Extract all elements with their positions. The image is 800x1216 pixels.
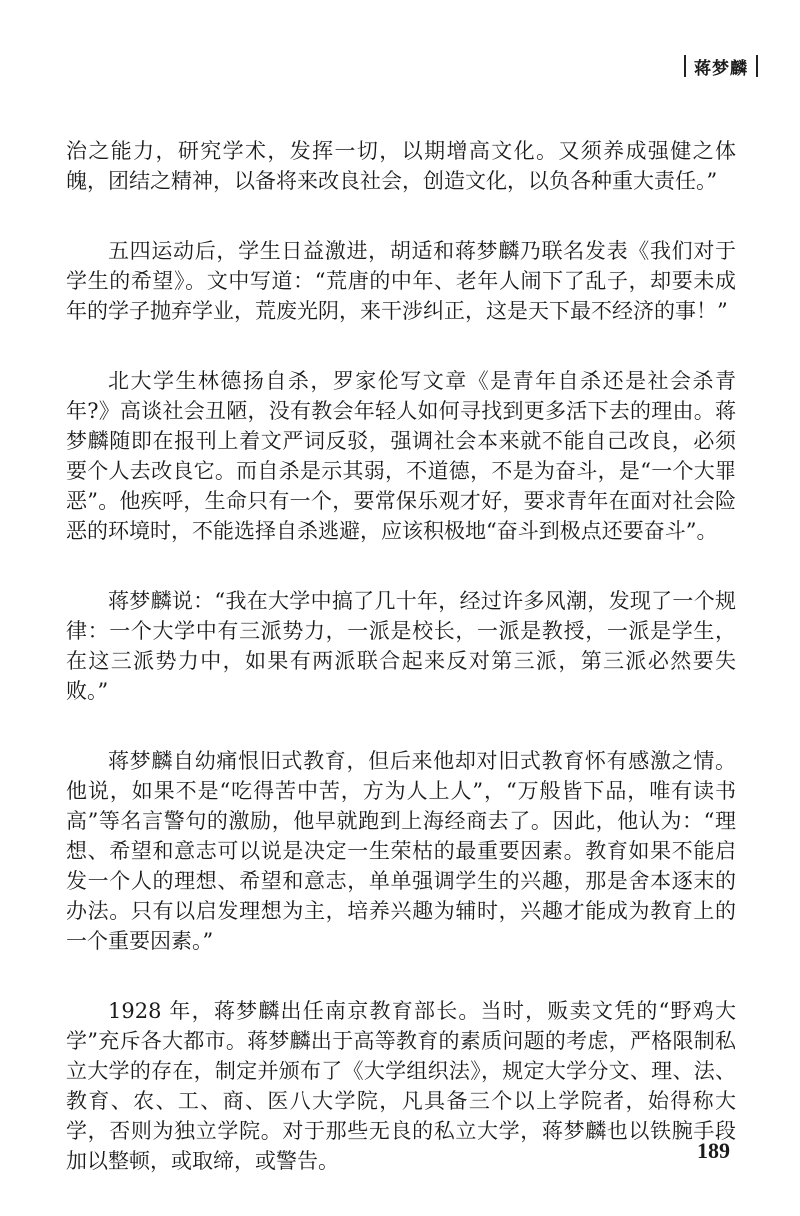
page-number: 189 [697,1138,730,1163]
paragraph-education-minister: 1928 年，蒋梦麟出任南京教育部长。当时，贩卖文凭的“野鸡大学”充斥各大都市。蒋梦麟出于高等教育的素质问题的考虑，严格限制私立大学的存在，制定并颁布了《大学组织法》，规定大学分文、理、法、教育、农、工、商、医八大学院，凡具备三个以上学院者，始得称大学，否则为独立学院。对于那些无良的私立大学，蒋梦麟也以铁腕手段加以整顿，或取缔，或警告。 [66,999,736,1173]
header-right-rule [756,55,758,77]
paragraph-old-education: 蒋梦麟自幼痛恨旧式教育，但后来他却对旧式教育怀有感激之情。他说，如果不是“吃得苦中苦，方为人上人”，“万般皆下品，唯有读书高”等名言警句的激励，他早就跑到上海经商去了。因此，他认为：“理想、希望和意志可以说是决定一生荣枯的最重要因素。教育如果不能启发一个人的理想、希望和意志，单单强调学生的兴趣，那是舍本逐末的办法。只有以启发理想为主，培养兴趣为辅时，兴趣才能成为教育上的一个重要因素。” [66,749,736,953]
paragraph-three-factions: 蒋梦麟说：“我在大学中搞了几十年，经过许多风潮，发现了一个规律：一个大学中有三派势力，一派是校长，一派是教授，一派是学生，在这三派势力中，如果有两派联合起来反对第三派，第三派必然要失败。” [66,589,736,703]
paragraph-may-fourth: 五四运动后，学生日益激进，胡适和蒋梦麟乃联名发表《我们对于学生的希望》。文中写道：“荒唐的中年、老年人闹下了乱子，却要未成年的学子抛弃学业，荒废光阴，来干涉纠正，这是天下最不经济的事！” [66,239,736,323]
running-header [684,54,758,78]
paragraph-suicide-debate: 北大学生林德扬自杀，罗家伦写文章《是青年自杀还是社会杀青年?》高谈社会丑陋，没有教会年轻人如何寻找到更多活下去的理由。蒋梦麟随即在报刊上着文严词反驳，强调社会本来就不能自己改良，必须要个人去改良它。而自杀是示其弱，不道德，不是为奋斗，是“一个大罪恶”。他疾呼，生命只有一个，要常保乐观才好，要求青年在面对社会险恶的环境时，不能选择自杀逃避，应该积极地“奋斗到极点还要奋斗”。 [66,369,736,543]
page-body [66,136,736,1216]
paragraph-continued: 治之能力，研究学术，发挥一切，以期增高文化。又须养成强健之体魄，团结之精神，以备将来改良社会，创造文化，以负各种重大责任。” [66,139,736,193]
header-title: 蒋梦麟 [694,58,748,79]
